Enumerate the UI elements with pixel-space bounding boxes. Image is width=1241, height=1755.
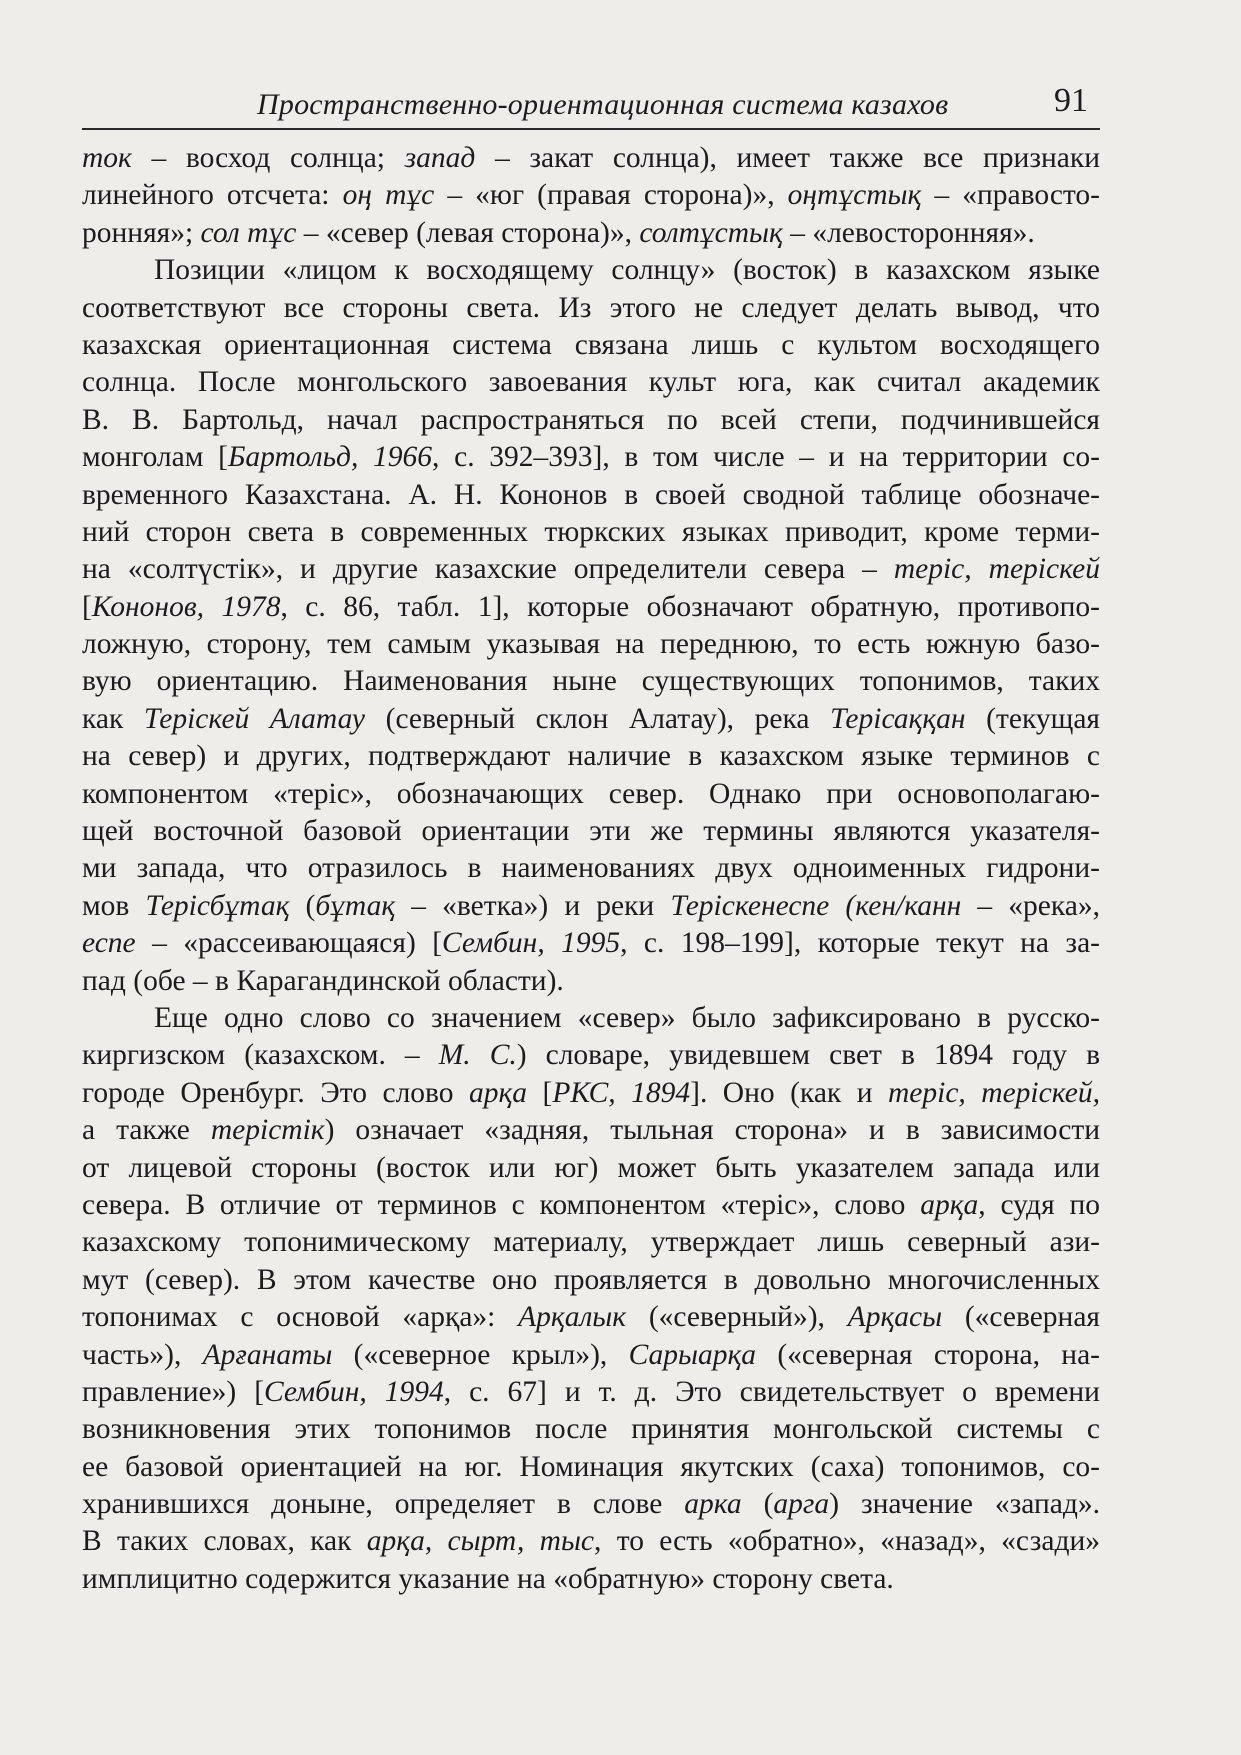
italic-term: солтұстық: [639, 216, 783, 249]
italic-term: Сембин, 1995: [442, 927, 621, 960]
text-run: (: [741, 1488, 774, 1521]
running-title: Пространственно-ориентационная система казахов: [257, 88, 949, 121]
text-line: [82, 1037, 1100, 1074]
text-line: [82, 925, 1100, 962]
text-run: киргизском (казахском. –: [82, 1039, 439, 1072]
text-run: – «левосторонняя».: [782, 216, 1035, 249]
text-run: – «север (левая сторона)»,: [296, 216, 640, 249]
text-line: [82, 1000, 1100, 1037]
text-run: от лицевой стороны (восток или юг) может быть указателем запада или: [82, 1151, 1100, 1184]
italic-term: Арқасы: [847, 1301, 943, 1334]
text-run: ]. Оно (как и: [690, 1076, 888, 1109]
italic-term: ток: [82, 142, 132, 174]
text-run: мов: [82, 889, 146, 922]
text-run: , с. 67] и т. д. Это свидетельствует о времени: [443, 1375, 1100, 1408]
text-run: («северный»),: [626, 1301, 848, 1334]
text-line: [82, 1224, 1100, 1261]
text-run: Еще одно слово со значением «север» было зафиксировано в русско-: [154, 1001, 1100, 1034]
text-line: [82, 1486, 1100, 1523]
text-line: [82, 177, 1100, 214]
text-line: [82, 850, 1100, 887]
text-line: [82, 1374, 1100, 1411]
text-run: – «река»,: [961, 889, 1101, 922]
text-line: [82, 477, 1100, 514]
italic-term: М. С.: [438, 1039, 517, 1072]
text-run: ) означает «задняя, тыльная сторона» и в зависимости: [324, 1114, 1101, 1147]
text-run: а также: [82, 1114, 211, 1147]
text-line: [82, 514, 1100, 551]
italic-term: РКС, 1894: [552, 1076, 691, 1109]
text-line: [82, 813, 1100, 850]
text-run: («северное крыл»),: [332, 1338, 629, 1371]
text-run: хранившихся доныне, определяет в слове: [82, 1488, 685, 1521]
italic-term: арқа: [469, 1076, 528, 1109]
text-line: [82, 1299, 1100, 1336]
italic-term: Арғанаты: [202, 1338, 333, 1371]
text-line: [82, 1187, 1100, 1224]
text-line: [82, 290, 1100, 327]
text-line: [82, 1337, 1100, 1374]
text-run: соответствуют все стороны света. Из этого не следует делать вывод, что: [82, 291, 1100, 324]
text-run: , то есть «обратно», «назад», «сзади»: [594, 1525, 1100, 1558]
text-run: (северный склон Алатау), река: [365, 702, 831, 735]
italic-term: оң тұс: [342, 179, 435, 212]
text-run: – «рассеивающаяся) [: [135, 927, 443, 960]
italic-term: бұтақ: [315, 889, 396, 922]
text-run: возникновения этих топонимов после принятия монгольской системы с: [82, 1413, 1100, 1446]
italic-term: оңтұстық: [787, 179, 922, 212]
text-line: [82, 589, 1100, 626]
italic-term: Арқалык: [518, 1301, 627, 1334]
text-line: [82, 364, 1100, 401]
paragraph: [82, 1000, 1100, 1598]
text-line: [82, 1523, 1100, 1560]
text-run: , с. 198–199], которые текут на за-: [620, 927, 1100, 960]
text-line: [82, 888, 1100, 925]
text-run: монголам [: [82, 441, 228, 474]
text-run: на север) и других, подтверждают наличие в казахском языке терминов с: [82, 740, 1100, 773]
text-line: [82, 1075, 1100, 1112]
text-line: [82, 402, 1100, 439]
text-line: [82, 1150, 1100, 1187]
text-run: вую ориентацию. Наименования ныне существующих топонимов, таких: [82, 665, 1100, 698]
text-run: компонентом «теріс», обозначающих север. Однако при основополагаю-: [82, 777, 1100, 810]
text-run: В. В. Бартольд, начал распространяться по всей степи, подчинившейся: [82, 403, 1100, 436]
text-run: , с. 392–393], в том числе – и на территории со-: [432, 441, 1100, 474]
text-run: топонимах с основой «арқа»:: [82, 1301, 519, 1334]
text-run: мут (север). В этом качестве оно проявляется в довольно многочисленных: [82, 1263, 1100, 1296]
text-run: правление») [: [82, 1375, 265, 1408]
italic-term: Бартольд, 1966: [227, 441, 433, 474]
text-run: ми запада, что отразилось в наименованиях двух одноименных гидрони-: [82, 852, 1100, 885]
text-run: ний сторон света в современных тюркских языках приводит, кроме терми-: [82, 515, 1100, 548]
text-run: щей восточной базовой ориентации эти же термины являются указателя-: [82, 815, 1100, 848]
text-run: – «юг (правая сторона)»,: [434, 179, 788, 212]
text-line: [82, 1112, 1100, 1149]
text-line: [82, 215, 1100, 252]
text-line: [82, 663, 1100, 700]
text-run: , с. 86, табл. 1], которые обозначают обратную, противопо-: [280, 590, 1100, 623]
italic-term: сол тұс: [200, 216, 297, 249]
italic-term: теріс, терiскей,: [887, 1076, 1100, 1109]
text-line: [82, 1262, 1100, 1299]
italic-term: Кононов, 1978: [91, 590, 281, 623]
paragraph: [82, 140, 1100, 252]
italic-term: еспе: [82, 927, 136, 960]
text-line: [82, 738, 1100, 775]
italic-term: терiстiк: [210, 1114, 325, 1147]
italic-term: Терiскенеспе (кен/канн: [670, 889, 962, 922]
text-run: как: [82, 702, 144, 735]
text-line: [82, 551, 1100, 588]
italic-term: Терiскей Алатау: [143, 702, 366, 735]
text-line: [82, 701, 1100, 738]
text-run: казахская ориентационная система связана лишь с культом восходящего: [82, 328, 1100, 361]
italic-term: Сембин, 1994: [264, 1375, 444, 1408]
text-run: на «солтүстік», и другие казахские определители севера –: [82, 553, 894, 586]
text-run: часть»),: [82, 1338, 203, 1371]
text-run: ) словаре, увидевшем свет в 1894 году в: [516, 1039, 1101, 1072]
text-line: [82, 252, 1100, 289]
text-line: [82, 626, 1100, 663]
text-run: – «ветка») и реки: [395, 889, 671, 922]
italic-term: Сарыарқа: [628, 1338, 757, 1371]
text-run: [: [527, 1076, 553, 1109]
text-run: – «правосто-: [921, 179, 1100, 212]
text-run: солнца. После монгольского завоевания культ юга, как считал академик: [82, 366, 1100, 399]
text-run: временного Казахстана. А. Н. Кононов в своей сводной таблице обозначе-: [82, 478, 1100, 511]
italic-term: арқа: [920, 1188, 979, 1221]
text-line: [82, 1411, 1100, 1448]
italic-term: арга: [773, 1488, 830, 1521]
text-run: – восход солнца;: [131, 142, 405, 174]
text-line: [82, 1449, 1100, 1486]
text-run: (текущая: [965, 702, 1101, 735]
text-run: линейного отсчета:: [82, 179, 343, 212]
text-run: городе Оренбург. Это слово: [82, 1076, 469, 1109]
italic-term: Терiсбұтақ: [145, 889, 290, 922]
text-line: [82, 776, 1100, 813]
text-line: [82, 140, 1100, 177]
italic-term: Терiсаққан: [830, 702, 966, 735]
text-run: («северная сторона, на-: [756, 1338, 1100, 1371]
text-run: ) значение «запад».: [829, 1488, 1101, 1521]
text-run: («северная: [942, 1301, 1100, 1334]
text-line: [82, 1561, 1100, 1598]
text-run: (: [289, 889, 316, 922]
text-run: казахскому топонимическому материалу, утверждает лишь северный ази-: [82, 1226, 1100, 1259]
text-run: имплицитно содержится указание на «обратную» сторону света.: [82, 1562, 894, 1595]
text-run: , судя по: [978, 1188, 1100, 1221]
text-line: [82, 439, 1100, 476]
italic-term: запад: [404, 142, 476, 174]
body-text: [82, 140, 1100, 1598]
text-run: Позиции «лицом к восходящему солнцу» (восток) в казахском языке: [154, 254, 1100, 287]
text-run: ронняя»;: [82, 216, 201, 249]
italic-term: теріс, теріскей: [893, 553, 1100, 586]
text-run: севера. В отличие от терминов с компонентом «теріс», слово: [82, 1188, 921, 1221]
italic-term: арқа, сырт, тыс: [366, 1525, 595, 1558]
text-run: пад (обе – в Карагандинской области).: [82, 964, 564, 997]
text-run: ее базовой ориентацией на юг. Номинация якутских (саха) топонимов, со-: [82, 1450, 1100, 1483]
italic-term: арка: [684, 1488, 742, 1521]
text-run: [: [82, 590, 92, 623]
text-line: [82, 963, 1100, 1000]
text-line: [82, 327, 1100, 364]
page-number: 91: [1054, 82, 1088, 119]
paragraph: [82, 252, 1100, 1000]
page-header: [82, 82, 1100, 130]
text-run: – закат солнца), имеет также все признаки: [475, 142, 1100, 174]
text-run: В таких словах, как: [82, 1525, 367, 1558]
text-run: ложную, сторону, тем самым указывая на переднюю, то есть южную базо-: [82, 628, 1100, 661]
